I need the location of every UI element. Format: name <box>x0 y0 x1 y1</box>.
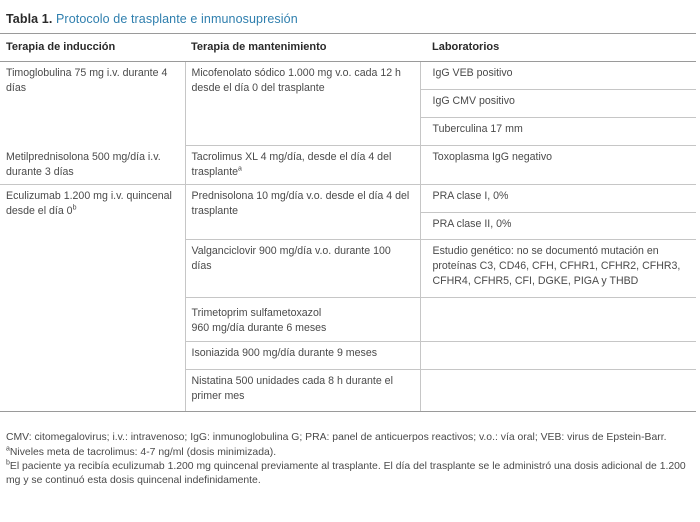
maintenance-text: Valganciclovir 900 mg/día v.o. durante 100 días <box>191 245 391 272</box>
table-row <box>0 185 696 213</box>
lab-cell <box>420 118 696 146</box>
maintenance-cell <box>185 342 420 370</box>
maintenance-text: Micofenolato sódico 1.000 mg v.o. cada 12 h desde el día 0 del trasplante <box>191 67 401 94</box>
maintenance-cell <box>185 240 420 298</box>
protocol-table <box>0 34 696 411</box>
footnote-a-text: Niveles meta de tacrolimus: 4-7 ng/ml (dosis minimizada). <box>9 447 277 458</box>
lab-text: PRA clase II, 0% <box>432 218 512 230</box>
maintenance-text-line1: Trimetoprim sulfametoxazol <box>191 307 322 319</box>
maintenance-cell <box>185 146 420 185</box>
lab-cell <box>420 240 696 298</box>
maintenance-cell <box>185 185 420 240</box>
maintenance-text: Prednisolona 10 mg/día v.o. desde el día 4 del trasplante <box>191 190 410 217</box>
induction-text: Eculizumab 1.200 mg i.v. quincenal desde el día 0 <box>6 190 172 217</box>
footnote-b-mark: b <box>6 459 10 467</box>
maintenance-text: Tacrolimus XL 4 mg/día, desde el día 4 del trasplante <box>191 151 392 178</box>
footnote-b-text: El paciente ya recibía eculizumab 1.200 mg quincenal previamente al trasplante. El día del trasplante se le administró una dosis adicional de 1.200 mg y se continuó esta dosis quincenal indefinidamente. <box>6 461 686 486</box>
lab-text: Tuberculina 17 mm <box>432 123 523 135</box>
maintenance-cell <box>185 298 420 342</box>
table-header-row <box>0 34 696 62</box>
induction-cell <box>0 146 185 185</box>
header-maintenance: Terapia de mantenimiento <box>185 34 420 62</box>
lab-cell <box>420 146 696 185</box>
footnote-marker-a: a <box>238 165 242 173</box>
header-induction: Terapia de inducción <box>0 34 185 62</box>
lab-cell <box>420 62 696 90</box>
induction-text: Timoglobulina 75 mg i.v. durante 4 días <box>6 67 168 94</box>
footnote-b <box>6 460 694 488</box>
table-title: Protocolo de trasplante e inmunosupresión <box>56 12 298 26</box>
table-caption <box>6 12 298 26</box>
header-labs: Laboratorios <box>420 34 696 62</box>
table-number: Tabla 1. <box>6 12 53 26</box>
table-footnotes <box>6 431 694 488</box>
lab-text: Estudio genético: no se documentó mutación en proteínas C3, CD46, CFH, CFHR1, CFHR2, CFHR3, CFHR4, CFHR5, CFI, DGKE, PIGA y THBD <box>432 245 681 287</box>
footnote-a-mark: a <box>6 445 10 453</box>
maintenance-text: Isoniazida 900 mg/día durante 9 meses <box>191 347 378 359</box>
maintenance-text: Nistatina 500 unidades cada 8 h durante el primer mes <box>191 375 393 402</box>
lab-text: Toxoplasma IgG negativo <box>432 151 553 163</box>
lab-text: PRA clase I, 0% <box>432 190 509 202</box>
lab-cell <box>420 185 696 213</box>
maintenance-text-line2: 960 mg/día durante 6 meses <box>191 322 327 334</box>
lab-cell <box>420 213 696 240</box>
footnote-a <box>6 446 694 460</box>
lab-cell-empty <box>420 370 696 411</box>
induction-text: Metilprednisolona 500 mg/día i.v. durante 3 días <box>6 150 161 178</box>
maintenance-cell <box>185 62 420 146</box>
footnote-abbreviations: CMV: citomegalovirus; i.v.: intravenoso; IgG: inmunoglobulina G; PRA: panel de anticuerpos reactivos; v.o.: vía oral; VEB: virus de Epstein-Barr. <box>6 432 667 443</box>
induction-cell <box>0 62 185 146</box>
lab-cell-empty <box>420 298 696 342</box>
protocol-table-container <box>0 33 696 412</box>
footnote-marker-b: b <box>72 204 77 212</box>
induction-cell <box>0 185 185 411</box>
lab-cell-empty <box>420 342 696 370</box>
table-row <box>0 62 696 90</box>
lab-text: IgG VEB positivo <box>432 67 513 79</box>
lab-cell <box>420 90 696 118</box>
table-row <box>0 146 696 185</box>
lab-text: IgG CMV positivo <box>432 95 515 107</box>
maintenance-cell <box>185 370 420 411</box>
